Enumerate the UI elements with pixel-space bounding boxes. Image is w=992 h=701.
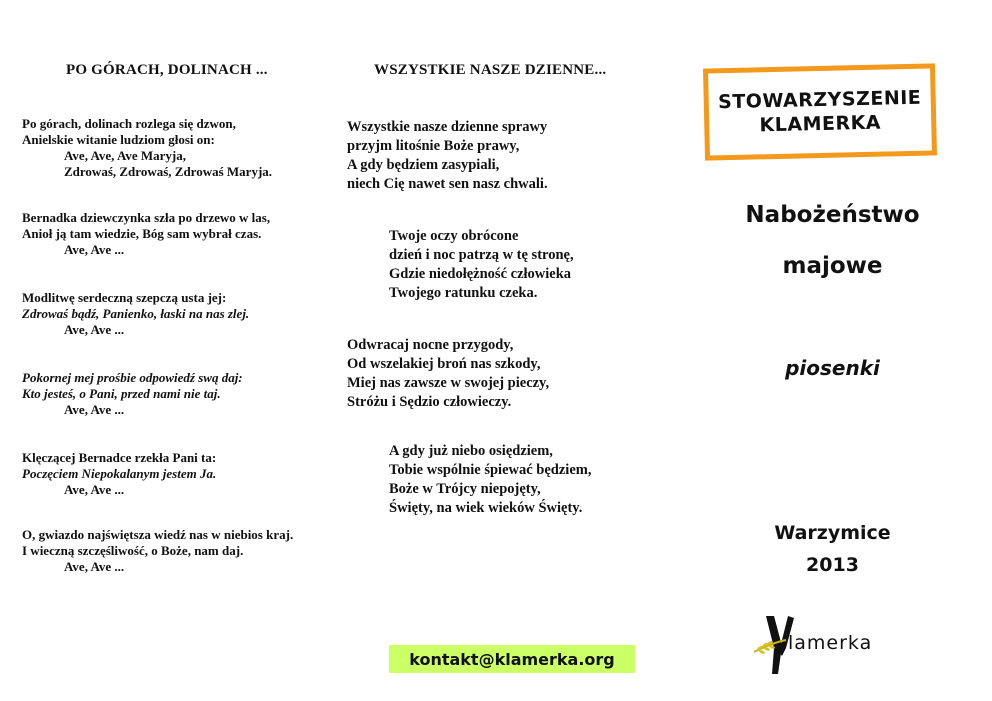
verse-line: Święty, na wiek wieków Święty. <box>389 500 583 516</box>
verse-line: Anioł ją tam wiedzie, Bóg sam wybrał czas. <box>22 226 262 241</box>
middle-stanza-4 <box>389 442 591 518</box>
verse-line: Zdrowaś, Zdrowaś, Zdrowaś Maryja. <box>64 164 273 179</box>
place-name: Warzymice <box>774 522 891 544</box>
verse-line: Klęczącej Bernadce rzekła Pani ta: <box>22 450 217 465</box>
middle-stanza-3 <box>347 336 549 412</box>
verse-line: Kto jesteś, o Pani, przed nami nie taj. <box>22 386 221 401</box>
verse-line: Boże w Trójcy niepojęty, <box>389 481 541 497</box>
left-stanza-4 <box>22 370 243 418</box>
verse-line: Ave, Ave ... <box>64 322 125 337</box>
heading-line2: majowe <box>782 253 883 279</box>
verse-line: Ave, Ave ... <box>64 242 125 257</box>
verse-line: Zdrowaś bądź, Panienko, łaski na nas zlej. <box>22 306 250 321</box>
verse-line: Od wszelakiej broń nas szkody, <box>347 356 541 372</box>
middle-stanza-2 <box>389 227 574 303</box>
verse-line: Poczęciem Niepokalanym jestem Ja. <box>22 466 217 481</box>
verse-line: Twojego ratunku czeka. <box>389 285 538 301</box>
middle-song-title: WSZYSTKIE NASZE DZIENNE... <box>374 62 607 78</box>
verse-line: Ave, Ave ... <box>64 402 125 417</box>
logo-wordmark: lamerka <box>788 632 873 654</box>
verse-line: przyjm litośnie Boże prawy, <box>347 138 520 154</box>
left-stanza-6 <box>22 527 293 575</box>
org-name-line1: STOWARZYSZENIE <box>717 86 922 114</box>
left-stanza-2 <box>22 210 270 258</box>
verse-line: Ave, Ave ... <box>64 482 125 497</box>
organization-name-box <box>703 63 937 160</box>
verse-line: Odwracaj nocne przygody, <box>347 337 514 353</box>
verse-line: A gdy już niebo osiędziem, <box>389 443 553 459</box>
verse-line: Wszystkie nasze dzienne sprawy <box>347 119 548 135</box>
org-name-line2: KLAMERKA <box>759 111 882 137</box>
verse-line: niech Cię nawet sen nasz chwali. <box>347 176 548 192</box>
verse-line: I wieczną szczęśliwość, o Boże, nam daj. <box>22 543 244 558</box>
year: 2013 <box>806 554 859 576</box>
verse-line: Po górach, dolinach rozlega się dzwon, <box>22 116 236 131</box>
middle-stanza-1 <box>347 118 548 194</box>
left-stanza-1 <box>22 116 272 180</box>
contact-email[interactable]: kontakt@klamerka.org <box>389 645 635 673</box>
verse-line: Bernadka dziewczynka szła po drzewo w las, <box>22 210 271 225</box>
verse-line: Gdzie niedołężność człowieka <box>389 266 572 282</box>
verse-line: Pokornej mej prośbie odpowiedź swą daj: <box>22 370 243 385</box>
heading-line1: Nabożeństwo <box>745 202 920 228</box>
verse-line: dzień i noc patrzą w tę stronę, <box>389 247 574 263</box>
verse-line: Modlitwę serdeczną szepczą usta jej: <box>22 290 227 305</box>
verse-line: Miej nas zawsze w swojej pieczy, <box>347 375 550 391</box>
verse-line: Twoje oczy obrócone <box>389 228 519 244</box>
verse-line: Ave, Ave ... <box>64 559 125 574</box>
left-song-title: PO GÓRACH, DOLINACH ... <box>66 62 268 78</box>
verse-line: Ave, Ave, Ave Maryja, <box>64 148 187 163</box>
left-stanza-3 <box>22 290 249 338</box>
verse-line: Stróżu i Sędzio człowieczy. <box>347 394 512 410</box>
verse-line: Anielskie witanie ludziom głosi on: <box>22 132 215 147</box>
verse-line: A gdy będziem zasypiali, <box>347 157 500 173</box>
verse-line: Tobie wspólnie śpiewać będziem, <box>389 462 592 478</box>
verse-line: O, gwiazdo najświętsza wiedź nas w niebios kraj. <box>22 527 294 542</box>
subheading: piosenki <box>785 356 880 380</box>
left-stanza-5 <box>22 450 216 498</box>
